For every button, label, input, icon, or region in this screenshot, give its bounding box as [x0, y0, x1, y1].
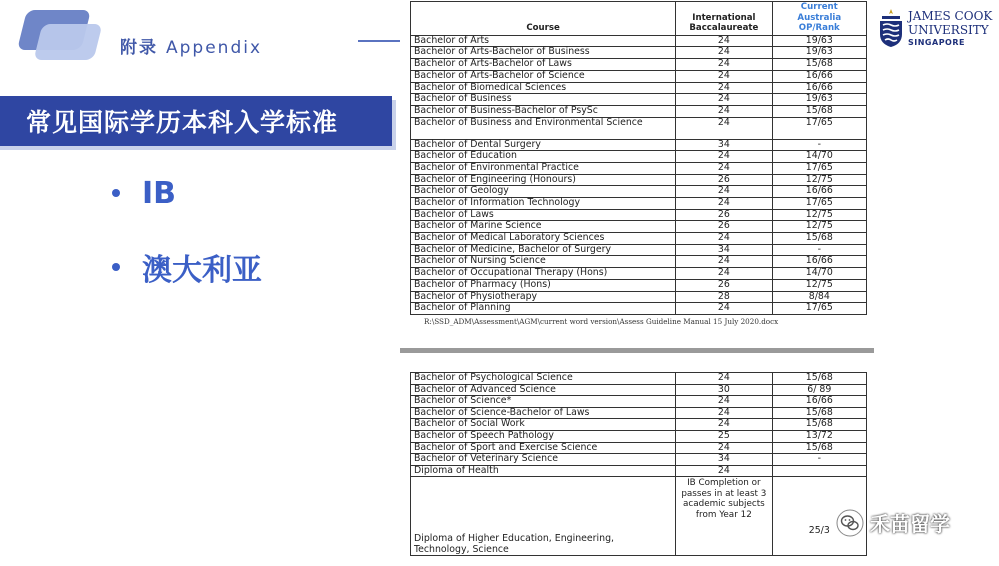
table-row [411, 117, 867, 139]
table-row [411, 430, 867, 442]
cell-rank: 12/75 [772, 174, 866, 186]
cell-ib: 25 [676, 430, 772, 442]
cell-ib: 24 [676, 256, 772, 268]
cell-ib: 24 [676, 396, 772, 408]
cell-course: Diploma of Health [411, 465, 676, 477]
cell-course: Bachelor of Occupational Therapy (Hons) [411, 268, 676, 280]
table-row [411, 477, 867, 556]
header-ib [676, 2, 772, 36]
cell-course: Bachelor of Pharmacy (Hons) [411, 279, 676, 291]
file-path-note: R:\SSD_ADM\Assessment\AGM\current word version\Assess Guideline Manual 15 July 2020.docx [424, 317, 779, 326]
cell-course: Bachelor of Physiotherapy [411, 291, 676, 303]
cell-rank: 19/63 [772, 47, 866, 59]
page-divider [400, 348, 874, 353]
cell-ib: 24 [676, 419, 772, 431]
cell-ib: 24 [676, 59, 772, 71]
cell-course: Bachelor of Advanced Science [411, 384, 676, 396]
cell-rank: 14/70 [772, 151, 866, 163]
table-row [411, 70, 867, 82]
watermark-text: 禾苗留学 [870, 512, 950, 536]
table-row [411, 186, 867, 198]
table-row [411, 454, 867, 466]
cell-ib: 34 [676, 244, 772, 256]
cell-course: Bachelor of Planning [411, 303, 676, 315]
table-row [411, 59, 867, 71]
cell-ib: 24 [676, 162, 772, 174]
cell-course: Bachelor of Veterinary Science [411, 454, 676, 466]
cell-course: Bachelor of Social Work [411, 419, 676, 431]
cell-course: Bachelor of Psychological Science [411, 373, 676, 385]
cell-rank: 12/75 [772, 221, 866, 233]
bullet-dot [112, 189, 120, 197]
cell-rank: 6/ 89 [772, 384, 866, 396]
cell-course: Bachelor of Speech Pathology [411, 430, 676, 442]
cell-rank: 15/68 [772, 419, 866, 431]
cell-ib: 24 [676, 373, 772, 385]
table-row [411, 35, 867, 47]
cell-course: Bachelor of Science-Bachelor of Laws [411, 407, 676, 419]
cell-ib: 26 [676, 209, 772, 221]
cell-course: Bachelor of Dental Surgery [411, 139, 676, 151]
cell-rank: 15/68 [772, 59, 866, 71]
cell-course: Bachelor of Arts [411, 35, 676, 47]
cell-ib: 24 [676, 198, 772, 210]
table-row [411, 151, 867, 163]
cell-rank: 16/66 [772, 186, 866, 198]
cell-ib: 24 [676, 233, 772, 245]
table-row [411, 244, 867, 256]
cell-rank: 17/65 [772, 117, 866, 139]
table-row [411, 174, 867, 186]
cell-ib: 34 [676, 139, 772, 151]
cell-ib: 24 [676, 35, 772, 47]
cell-rank: 15/68 [772, 442, 866, 454]
admission-table-page2 [410, 372, 867, 556]
table-row [411, 407, 867, 419]
table-row [411, 221, 867, 233]
cell-rank: 19/63 [772, 35, 866, 47]
cell-ib: 24 [676, 407, 772, 419]
table-row [411, 291, 867, 303]
decorative-shape-front [34, 24, 103, 60]
jcu-logo [878, 6, 993, 58]
cell-course: Bachelor of Medical Laboratory Sciences [411, 233, 676, 245]
cell-rank: 13/72 [772, 430, 866, 442]
cell-course: Bachelor of Education [411, 151, 676, 163]
appendix-label-cn: 附录 [120, 38, 158, 58]
jcu-shield-icon [878, 8, 904, 48]
header-rank-line1: Current [800, 2, 838, 12]
slide-title: 常见国际学历本科入学标准 [26, 108, 339, 137]
jcu-logo-line2: UNIVERSITY [908, 23, 989, 37]
cell-rank: 15/68 [772, 105, 866, 117]
bullet-item [112, 244, 262, 290]
admission-table-page1 [410, 1, 867, 315]
bullet-text-ib: IB [142, 175, 177, 211]
cell-course: Diploma of Higher Education, Engineering, Technology, Science [411, 477, 676, 556]
cell-rank: 17/65 [772, 162, 866, 174]
table-row [411, 47, 867, 59]
cell-ib: 24 [676, 186, 772, 198]
bullet-item [112, 170, 262, 216]
cell-course: Bachelor of Geology [411, 186, 676, 198]
cell-ib: 24 [676, 151, 772, 163]
cell-rank: 16/66 [772, 256, 866, 268]
header-ib-line1: International [692, 12, 756, 23]
cell-rank: 16/66 [772, 70, 866, 82]
cell-rank: - [772, 454, 866, 466]
cell-rank [772, 465, 866, 477]
jcu-logo-line1: JAMES COOK [908, 9, 993, 23]
cell-ib: 24 [676, 303, 772, 315]
header-rank-line3: OP/Rank [798, 23, 840, 34]
table-row [411, 139, 867, 151]
cell-ib: 24 [676, 105, 772, 117]
table-row [411, 396, 867, 408]
cell-course: Bachelor of Business [411, 94, 676, 106]
table-row [411, 82, 867, 94]
cell-ib-note: IB Completion or passes in at least 3 academic subjects from Year 12 [676, 477, 772, 556]
cell-course: Bachelor of Business and Environmental Science [411, 117, 676, 139]
bullet-dot [112, 263, 120, 271]
cell-rank: - [772, 139, 866, 151]
cell-rank: 12/75 [772, 209, 866, 221]
cell-course: Bachelor of Medicine, Bachelor of Surgery [411, 244, 676, 256]
cell-course: Bachelor of Sport and Exercise Science [411, 442, 676, 454]
table-row [411, 209, 867, 221]
cell-ib: 34 [676, 454, 772, 466]
cell-ib: 24 [676, 442, 772, 454]
cell-course: Bachelor of Arts-Bachelor of Science [411, 70, 676, 82]
cell-ib: 24 [676, 47, 772, 59]
cell-ib: 26 [676, 279, 772, 291]
wechat-icon [836, 509, 864, 537]
table-header-row [411, 2, 867, 36]
table-row [411, 279, 867, 291]
cell-ib: 26 [676, 221, 772, 233]
table-row [411, 373, 867, 385]
cell-course: Bachelor of Laws [411, 209, 676, 221]
table-row [411, 465, 867, 477]
cell-course: Bachelor of Science* [411, 396, 676, 408]
table-row [411, 303, 867, 315]
appendix-label [120, 33, 262, 58]
cell-rank: 8/84 [772, 291, 866, 303]
decorative-line [358, 40, 400, 42]
table-row [411, 256, 867, 268]
cell-course: Bachelor of Business-Bachelor of PsySc [411, 105, 676, 117]
cell-rank: 12/75 [772, 279, 866, 291]
table-row [411, 233, 867, 245]
cell-course: Bachelor of Nursing Science [411, 256, 676, 268]
cell-ib: 26 [676, 174, 772, 186]
header-rank-line2: Australia [797, 12, 842, 23]
table-row [411, 94, 867, 106]
bullet-text-australia: 澳大利亚 [142, 253, 262, 288]
cell-course: Bachelor of Environmental Practice [411, 162, 676, 174]
table-row [411, 442, 867, 454]
table-body-page1 [411, 35, 867, 314]
table-row [411, 419, 867, 431]
cell-ib: 28 [676, 291, 772, 303]
table-row [411, 268, 867, 280]
cell-rank: 15/68 [772, 233, 866, 245]
appendix-label-en: Appendix [166, 38, 263, 58]
cell-course: Bachelor of Information Technology [411, 198, 676, 210]
cell-rank: 16/66 [772, 82, 866, 94]
table-row [411, 162, 867, 174]
table-row [411, 198, 867, 210]
cell-course: Bachelor of Arts-Bachelor of Laws [411, 59, 676, 71]
table-row [411, 384, 867, 396]
cell-rank: 14/70 [772, 268, 866, 280]
cell-rank: 19/63 [772, 94, 866, 106]
cell-ib: 24 [676, 268, 772, 280]
cell-ib: 24 [676, 70, 772, 82]
cell-ib: 24 [676, 82, 772, 94]
cell-rank: 16/66 [772, 396, 866, 408]
cell-rank: 15/68 [772, 407, 866, 419]
cell-course: Bachelor of Marine Science [411, 221, 676, 233]
cell-rank: 17/65 [772, 303, 866, 315]
cell-rank: 25/3 [772, 477, 866, 556]
cell-rank: - [772, 244, 866, 256]
table-body-page2 [411, 373, 867, 477]
cell-ib: 24 [676, 117, 772, 139]
bullet-list [112, 170, 262, 318]
cell-rank: 15/68 [772, 373, 866, 385]
cell-rank: 17/65 [772, 198, 866, 210]
cell-ib: 24 [676, 465, 772, 477]
watermark [836, 508, 950, 537]
table-row [411, 105, 867, 117]
cell-course: Bachelor of Engineering (Honours) [411, 174, 676, 186]
cell-ib: 24 [676, 94, 772, 106]
cell-course: Bachelor of Biomedical Sciences [411, 82, 676, 94]
header-course: Course [411, 2, 676, 36]
cell-course: Bachelor of Arts-Bachelor of Business [411, 47, 676, 59]
header-ib-line2: Baccalaureate [689, 23, 759, 34]
cell-ib: 30 [676, 384, 772, 396]
header-rank [772, 2, 866, 36]
jcu-logo-line3: SINGAPORE [908, 38, 965, 47]
